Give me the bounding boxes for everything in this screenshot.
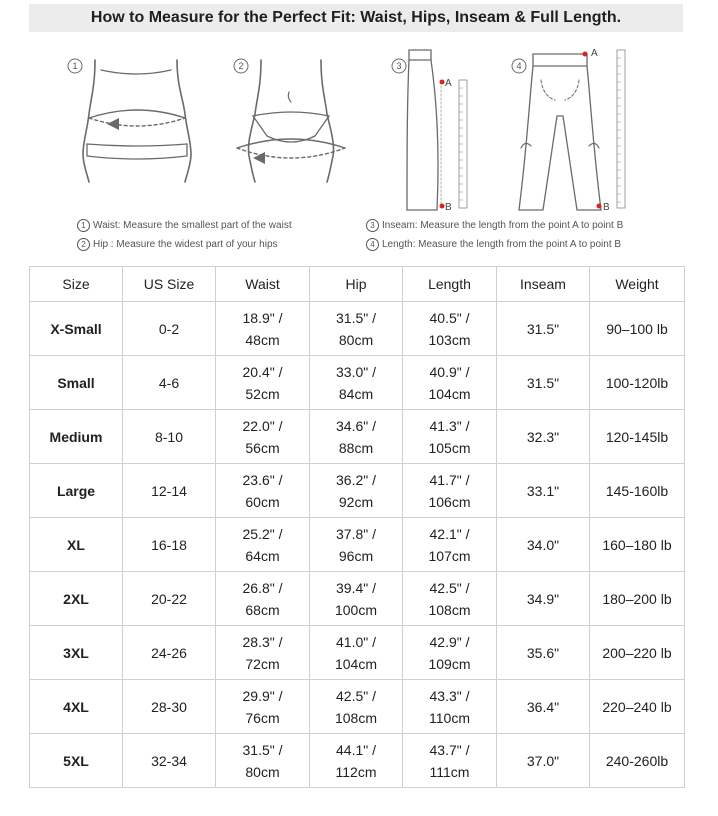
table-row xyxy=(30,302,685,356)
us-size-cell: 20-22 xyxy=(123,572,216,626)
length-cell: 42.9" / 109cm xyxy=(403,626,497,680)
weight-cell: 145-160lb xyxy=(590,464,685,518)
us-size-cell: 0-2 xyxy=(123,302,216,356)
hip-cell: 34.6" / 88cm xyxy=(310,410,403,464)
size-cell: X-Small xyxy=(30,302,123,356)
length-cell: 41.3" / 105cm xyxy=(403,410,497,464)
weight-cell: 120-145lb xyxy=(590,410,685,464)
header-weight: Weight xyxy=(590,267,685,302)
header-inseam: Inseam xyxy=(497,267,590,302)
diagram-number-4: 4 xyxy=(516,61,522,71)
length-cell: 41.7" / 106cm xyxy=(403,464,497,518)
weight-cell: 240-260lb xyxy=(590,734,685,788)
size-cell: Large xyxy=(30,464,123,518)
size-cell: XL xyxy=(30,518,123,572)
hip-figure xyxy=(234,59,345,182)
size-cell: Small xyxy=(30,356,123,410)
waist-cell: 26.8" / 68cm xyxy=(216,572,310,626)
size-cell: 3XL xyxy=(30,626,123,680)
length-cell: 42.5" / 108cm xyxy=(403,572,497,626)
point-b-label: B xyxy=(445,202,452,213)
inseam-cell: 32.3" xyxy=(497,410,590,464)
table-row xyxy=(30,734,685,788)
weight-cell: 90–100 lb xyxy=(590,302,685,356)
table-row xyxy=(30,464,685,518)
header-length: Length xyxy=(403,267,497,302)
waist-cell: 18.9" / 48cm xyxy=(216,302,310,356)
inseam-cell: 37.0" xyxy=(497,734,590,788)
table-row xyxy=(30,518,685,572)
hip-cell: 44.1" / 112cm xyxy=(310,734,403,788)
waist-cell: 28.3" / 72cm xyxy=(216,626,310,680)
hip-cell: 39.4" / 100cm xyxy=(310,572,403,626)
legend-inseam: 3 Inseam: Measure the length from the point A to point B xyxy=(366,219,623,232)
inseam-cell: 31.5" xyxy=(497,356,590,410)
length-cell: 43.7" / 111cm xyxy=(403,734,497,788)
size-chart-table xyxy=(29,266,685,788)
legend-length: 4 Length: Measure the length from the point A to point B xyxy=(366,238,621,251)
hip-cell: 41.0" / 104cm xyxy=(310,626,403,680)
inseam-cell: 36.4" xyxy=(497,680,590,734)
waist-cell: 25.2" / 64cm xyxy=(216,518,310,572)
hip-cell: 37.8" / 96cm xyxy=(310,518,403,572)
length-cell: 43.3" / 110cm xyxy=(403,680,497,734)
diagram-number-2: 2 xyxy=(238,61,244,71)
length-figure xyxy=(512,48,625,213)
length-cell: 42.1" / 107cm xyxy=(403,518,497,572)
inseam-figure xyxy=(392,50,467,213)
waist-cell: 29.9" / 76cm xyxy=(216,680,310,734)
measurement-illustrations xyxy=(29,36,683,260)
table-row xyxy=(30,410,685,464)
table-row xyxy=(30,680,685,734)
us-size-cell: 16-18 xyxy=(123,518,216,572)
weight-cell: 160–180 lb xyxy=(590,518,685,572)
title-banner xyxy=(29,4,683,32)
diagram-number-3: 3 xyxy=(396,61,402,71)
us-size-cell: 4-6 xyxy=(123,356,216,410)
page-title: How to Measure for the Perfect Fit: Waist, Hips, Inseam & Full Length. xyxy=(90,9,622,26)
size-cell: 4XL xyxy=(30,680,123,734)
point-a-label: A xyxy=(445,78,452,89)
legend-waist: 1 Waist: Measure the smallest part of the waist xyxy=(77,219,292,232)
header-waist: Waist xyxy=(216,267,310,302)
inseam-cell: 34.9" xyxy=(497,572,590,626)
inseam-cell: 33.1" xyxy=(497,464,590,518)
diagram-number-1: 1 xyxy=(72,61,78,71)
waist-cell: 22.0" / 56cm xyxy=(216,410,310,464)
table-row xyxy=(30,626,685,680)
weight-cell: 180–200 lb xyxy=(590,572,685,626)
weight-cell: 200–220 lb xyxy=(590,626,685,680)
size-cell: 2XL xyxy=(30,572,123,626)
table-row xyxy=(30,572,685,626)
us-size-cell: 24-26 xyxy=(123,626,216,680)
hip-cell: 33.0" / 84cm xyxy=(310,356,403,410)
hip-cell: 36.2" / 92cm xyxy=(310,464,403,518)
point-b-label: B xyxy=(603,202,610,213)
length-cell: 40.5" / 103cm xyxy=(403,302,497,356)
weight-cell: 220–240 lb xyxy=(590,680,685,734)
inseam-cell: 35.6" xyxy=(497,626,590,680)
waist-cell: 20.4" / 52cm xyxy=(216,356,310,410)
point-a-label: A xyxy=(591,48,598,59)
hip-cell: 42.5" / 108cm xyxy=(310,680,403,734)
us-size-cell: 28-30 xyxy=(123,680,216,734)
inseam-cell: 34.0" xyxy=(497,518,590,572)
legend-hip: 2 Hip : Measure the widest part of your hips xyxy=(77,238,278,251)
us-size-cell: 32-34 xyxy=(123,734,216,788)
waist-cell: 23.6" / 60cm xyxy=(216,464,310,518)
us-size-cell: 8-10 xyxy=(123,410,216,464)
us-size-cell: 12-14 xyxy=(123,464,216,518)
size-cell: 5XL xyxy=(30,734,123,788)
waist-cell: 31.5" / 80cm xyxy=(216,734,310,788)
hip-cell: 31.5" / 80cm xyxy=(310,302,403,356)
header-size: Size xyxy=(30,267,123,302)
header-us-size: US Size xyxy=(123,267,216,302)
weight-cell: 100-120lb xyxy=(590,356,685,410)
inseam-cell: 31.5" xyxy=(497,302,590,356)
header-hip: Hip xyxy=(310,267,403,302)
table-row xyxy=(30,356,685,410)
table-header-row xyxy=(30,267,685,302)
size-cell: Medium xyxy=(30,410,123,464)
length-cell: 40.9" / 104cm xyxy=(403,356,497,410)
waist-figure xyxy=(68,59,191,182)
